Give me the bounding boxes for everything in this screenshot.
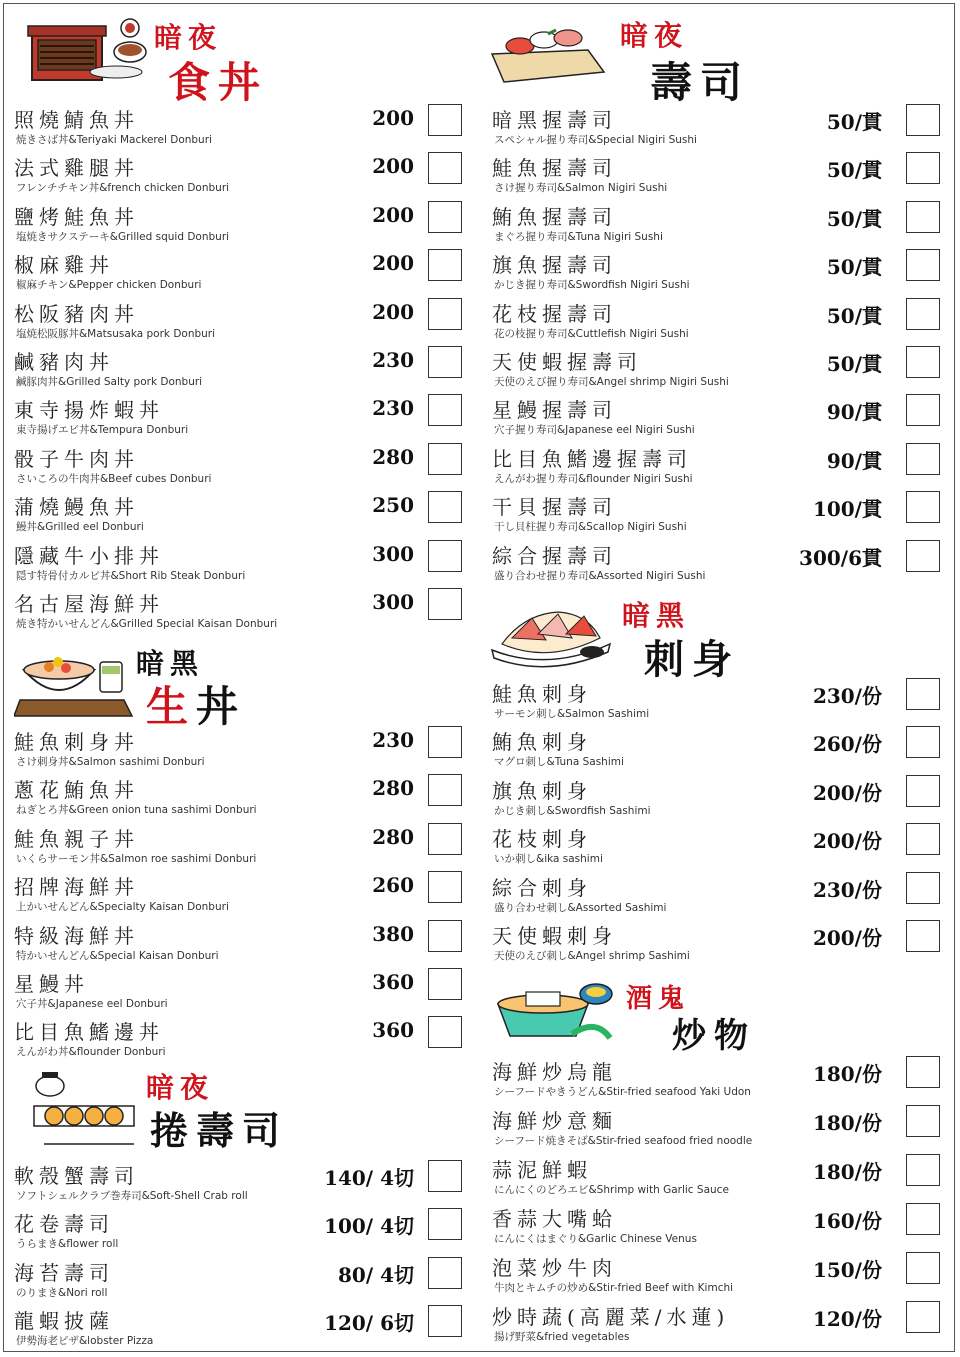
quantity-checkbox[interactable] — [428, 540, 462, 572]
menu-item — [492, 251, 944, 299]
item-price: 100/貫 — [812, 497, 882, 522]
item-subtitle: 塩焼きサクステーキ&Grilled squid Donburi — [16, 230, 230, 243]
item-price: 50/貫 — [826, 303, 882, 328]
section-title-top: 暗夜 — [146, 1071, 215, 1104]
item-subtitle: 花の枝握り寿司&Cuttlefish Nigiri Sushi — [494, 327, 689, 340]
item-subtitle: 椒麻チキン&Pepper chicken Donburi — [16, 279, 202, 292]
quantity-checkbox[interactable] — [428, 346, 462, 378]
menu-item — [492, 777, 944, 825]
quantity-checkbox[interactable] — [906, 1301, 940, 1333]
item-name: 花枝刺身 — [492, 827, 592, 852]
quantity-checkbox[interactable] — [428, 491, 462, 523]
item-name: 炒時蔬(高麗菜/水蓮) — [492, 1305, 730, 1329]
item-subtitle: 鹹豚肉丼&Grilled Salty pork Donburi — [16, 376, 203, 388]
item-price: 140/ 4切 — [324, 1166, 414, 1190]
menu-item — [492, 154, 944, 202]
item-price: 200 — [372, 299, 414, 324]
quantity-checkbox[interactable] — [428, 726, 462, 758]
menu-item — [492, 445, 944, 493]
quantity-checkbox[interactable] — [906, 823, 940, 855]
quantity-checkbox[interactable] — [428, 152, 462, 184]
item-subtitle: 牛肉とキムチの炒め&Stir-fried Beef with Kimchi — [494, 1282, 734, 1294]
item-price: 200/份 — [812, 926, 882, 950]
item-name: 海鮮炒意麵 — [492, 1109, 617, 1133]
item-price: 160/份 — [812, 1209, 882, 1233]
item-name: 花枝握壽司 — [492, 301, 617, 326]
section-title-top: 暗夜 — [154, 21, 223, 54]
item-name: 骰子牛肉丼 — [14, 446, 139, 471]
item-name: 法式雞腿丼 — [14, 156, 139, 181]
quantity-checkbox[interactable] — [906, 491, 940, 523]
section-header-sashimi — [622, 594, 782, 684]
menu-item — [14, 542, 466, 590]
item-name: 照燒鯖魚丼 — [14, 108, 139, 132]
menu-item — [14, 1259, 466, 1307]
item-price: 250 — [372, 493, 414, 518]
menu-item — [492, 396, 944, 444]
menu-item — [14, 728, 466, 776]
item-name: 蔥花鮪魚丼 — [14, 778, 139, 803]
quantity-checkbox[interactable] — [428, 249, 462, 281]
item-price: 200 — [372, 154, 414, 179]
quantity-checkbox[interactable] — [906, 443, 940, 475]
item-subtitle: えんがわ握り寿司&flounder Nigiri Sushi — [494, 472, 693, 485]
item-price: 120/份 — [812, 1307, 882, 1331]
menu-item — [14, 396, 466, 444]
section-title-top: 酒鬼 — [626, 984, 691, 1014]
item-name: 天使蝦刺身 — [492, 924, 617, 948]
chirashi-bowl-illustration — [14, 640, 134, 720]
quantity-checkbox[interactable] — [428, 1305, 462, 1337]
section-title-top: 暗黑 — [136, 647, 205, 680]
item-price: 50/貫 — [826, 158, 882, 183]
stirfry-bowl-illustration — [492, 974, 622, 1050]
menu-item — [492, 493, 944, 541]
item-subtitle: 東寺揚げエビ丼&Tempura Donburi — [16, 424, 189, 437]
item-price: 180/份 — [812, 1111, 882, 1135]
item-subtitle: サーモン刺し&Salmon Sashimi — [494, 708, 650, 720]
menu-item — [14, 922, 466, 970]
quantity-checkbox[interactable] — [428, 443, 462, 475]
item-name: 隱藏牛小排丼 — [14, 543, 164, 568]
item-subtitle: スペシャル握り寿司&Special Nigiri Sushi — [494, 134, 697, 146]
quantity-checkbox[interactable] — [428, 1257, 462, 1289]
menu-item — [14, 106, 466, 154]
item-price: 280 — [372, 776, 414, 801]
item-name: 鹽烤鮭魚丼 — [14, 204, 139, 229]
item-name: 花卷壽司 — [14, 1212, 114, 1237]
item-price: 180/份 — [812, 1160, 882, 1184]
section-title-bottom: 捲壽司 — [150, 1108, 289, 1153]
item-price: 200 — [372, 251, 414, 276]
item-name: 海苔壽司 — [14, 1260, 114, 1285]
item-name: 鮪魚握壽司 — [492, 204, 617, 229]
menu-item — [14, 776, 466, 824]
item-name: 椒麻雞丼 — [14, 253, 114, 278]
item-name: 鮭魚刺身 — [492, 682, 592, 706]
menu-item — [14, 493, 466, 541]
item-subtitle: えんがわ丼&flounder Donburi — [16, 1046, 166, 1059]
item-name: 招牌海鮮丼 — [14, 875, 139, 900]
menu-item — [492, 106, 944, 154]
menu-item — [492, 203, 944, 251]
section-header-stirfry — [622, 978, 782, 1068]
item-name: 干貝握壽司 — [492, 495, 617, 520]
item-subtitle: マグロ刺し&Tuna Sashimi — [494, 756, 624, 769]
menu-item — [14, 590, 466, 638]
item-price: 200 — [372, 106, 414, 130]
item-name: 比目魚鰭邊握壽司 — [492, 446, 692, 471]
menu-item — [492, 1058, 944, 1106]
item-subtitle: 盛り合わせ握り寿司&Assorted Nigiri Sushi — [494, 569, 706, 582]
quantity-checkbox[interactable] — [906, 775, 940, 807]
item-name: 泡菜炒牛肉 — [492, 1256, 617, 1280]
item-subtitle: うらまき&flower roll — [16, 1238, 119, 1251]
item-price: 50/貫 — [826, 352, 882, 376]
item-name: 特級海鮮丼 — [14, 923, 139, 948]
quantity-checkbox[interactable] — [906, 726, 940, 758]
item-price: 230 — [372, 396, 414, 421]
quantity-checkbox[interactable] — [906, 872, 940, 904]
quantity-checkbox[interactable] — [906, 346, 940, 378]
item-price: 300/6貫 — [799, 545, 882, 570]
item-subtitle: さいころの牛肉丼&Beef cubes Donburi — [16, 472, 212, 485]
quantity-checkbox[interactable] — [906, 1154, 940, 1186]
item-price: 180/份 — [812, 1062, 882, 1086]
item-name: 鮭魚握壽司 — [492, 156, 617, 181]
item-subtitle: 盛り合わせ刺し&Assorted Sashimi — [494, 901, 667, 914]
section-title-bottom: 生丼 — [146, 682, 247, 731]
menu-item — [492, 1107, 944, 1155]
section-title-bottom: 食丼 — [168, 58, 269, 107]
item-subtitle: いくらサーモン丼&Salmon roe sashimi Donburi — [16, 852, 257, 865]
quantity-checkbox[interactable] — [428, 104, 462, 136]
item-subtitle: フレンチチキン丼&french chicken Donburi — [16, 182, 230, 195]
quantity-checkbox[interactable] — [906, 1252, 940, 1284]
item-name: 旗魚刺身 — [492, 778, 592, 803]
item-subtitle: 干し貝柱握り寿司&Scallop Nigiri Sushi — [494, 521, 687, 534]
section-title-top: 暗夜 — [620, 19, 689, 52]
quantity-checkbox[interactable] — [906, 394, 940, 426]
item-name: 綜合刺身 — [492, 875, 592, 900]
item-subtitle: 隠す特骨付カルビ丼&Short Rib Steak Donburi — [16, 569, 246, 582]
item-name: 蒜泥鮮蝦 — [492, 1158, 592, 1182]
item-price: 200/份 — [812, 780, 882, 805]
quantity-checkbox[interactable] — [906, 1203, 940, 1235]
quantity-checkbox[interactable] — [906, 152, 940, 184]
item-name: 名古屋海鮮丼 — [14, 592, 164, 616]
section-title-bottom: 壽司 — [650, 58, 751, 107]
item-subtitle: のりまき&Nori roll — [16, 1286, 108, 1299]
item-subtitle: シーフード焼きそば&Stir-fried seafood fried noodle — [494, 1135, 753, 1147]
quantity-checkbox[interactable] — [906, 104, 940, 136]
menu-item — [492, 300, 944, 348]
section-header-donburi — [154, 12, 294, 107]
item-subtitle: いか刺し&ika sashimi — [494, 853, 603, 866]
title-char-raw: 生 — [146, 682, 197, 731]
item-name: 暗黑握壽司 — [492, 108, 617, 132]
sashimi-plate-illustration — [488, 594, 618, 672]
item-name: 比目魚鰭邊丼 — [14, 1020, 164, 1045]
item-subtitle: さけ刺身丼&Salmon sashimi Donburi — [16, 756, 205, 768]
menu-item — [492, 874, 944, 922]
item-price: 230 — [372, 348, 414, 372]
item-name: 鮪魚刺身 — [492, 730, 592, 755]
item-price: 360 — [372, 970, 414, 994]
section-header-sushi — [620, 14, 780, 107]
item-subtitle: 上かいせんどん&Specialty Kaisan Donburi — [16, 901, 229, 914]
item-name: 蒲燒鰻魚丼 — [14, 495, 139, 520]
item-price: 260 — [372, 873, 414, 898]
item-subtitle: まぐろ握り寿司&Tuna Nigiri Sushi — [494, 230, 663, 243]
item-subtitle: 天使のえび刺し&Angel shrimp Sashimi — [494, 950, 690, 962]
item-price: 90/貫 — [826, 448, 882, 473]
quantity-checkbox[interactable] — [428, 920, 462, 952]
menu-item — [14, 203, 466, 251]
section-header-maki — [142, 1066, 342, 1156]
menu-item — [14, 445, 466, 493]
item-price: 230/份 — [812, 684, 882, 708]
section-title-top: 暗黑 — [622, 599, 691, 632]
quantity-checkbox[interactable] — [906, 1105, 940, 1137]
item-name: 海鮮炒烏龍 — [492, 1060, 617, 1084]
item-subtitle: 塩焼松阪豚丼&Matsusaka pork Donburi — [16, 327, 216, 340]
quantity-checkbox[interactable] — [428, 1016, 462, 1048]
menu-item — [14, 154, 466, 202]
item-subtitle: 天使のえび握り寿司&Angel shrimp Nigiri Sushi — [494, 376, 729, 388]
quantity-checkbox[interactable] — [428, 774, 462, 806]
quantity-checkbox[interactable] — [428, 1208, 462, 1240]
section-header-raw-donburi — [136, 642, 276, 731]
menu-item — [14, 970, 466, 1018]
item-name: 龍蝦披薩 — [14, 1309, 114, 1334]
item-price: 230 — [372, 728, 414, 752]
item-price: 200/份 — [812, 829, 882, 854]
item-price: 280 — [372, 824, 414, 849]
item-name: 鮭魚刺身丼 — [14, 730, 139, 754]
item-name: 鹹豬肉丼 — [14, 350, 114, 374]
quantity-checkbox[interactable] — [428, 968, 462, 1000]
quantity-checkbox[interactable] — [428, 871, 462, 903]
item-name: 松阪豬肉丼 — [14, 301, 139, 326]
item-price: 50/貫 — [826, 255, 882, 280]
menu-item — [492, 1205, 944, 1253]
quantity-checkbox[interactable] — [906, 1056, 940, 1088]
item-price: 90/貫 — [826, 400, 882, 425]
item-subtitle: 穴子握り寿司&Japanese eel Nigiri Sushi — [494, 424, 695, 437]
item-subtitle: 穴子丼&Japanese eel Donburi — [16, 998, 168, 1010]
menu-item — [14, 1307, 466, 1355]
menu-item — [14, 300, 466, 348]
item-subtitle: 鰻丼&Grilled eel Donburi — [16, 521, 144, 534]
quantity-checkbox[interactable] — [428, 394, 462, 426]
item-subtitle: シーフードやきうどん&Stir-fried seafood Yaki Udon — [494, 1086, 751, 1098]
menu-item — [492, 825, 944, 873]
menu-item — [14, 1210, 466, 1258]
item-subtitle: かじき刺し&Swordfish Sashimi — [494, 804, 651, 817]
menu-item — [492, 348, 944, 396]
nigiri-board-illustration — [488, 10, 608, 90]
menu-item — [492, 680, 944, 728]
quantity-checkbox[interactable] — [906, 201, 940, 233]
item-price: 120/ 6切 — [324, 1311, 414, 1336]
menu-item — [14, 348, 466, 396]
menu-item — [14, 1162, 466, 1210]
item-subtitle: 伊勢海老ピザ&lobster Pizza — [16, 1335, 154, 1348]
quantity-checkbox[interactable] — [428, 823, 462, 855]
section-title-bottom: 刺身 — [644, 636, 740, 683]
item-subtitle: さけ握り寿司&Salmon Nigiri Sushi — [494, 182, 668, 195]
item-price: 50/貫 — [826, 206, 882, 231]
item-price: 300 — [372, 590, 414, 614]
item-name: 天使蝦握壽司 — [492, 350, 642, 374]
item-price: 200 — [372, 202, 414, 227]
menu-item — [14, 873, 466, 921]
item-price: 230/份 — [812, 877, 882, 902]
item-name: 旗魚握壽司 — [492, 253, 617, 278]
item-price: 300 — [372, 541, 414, 566]
quantity-checkbox[interactable] — [428, 298, 462, 330]
menu-item — [492, 1156, 944, 1204]
menu-item — [14, 251, 466, 299]
item-subtitle: ソフトシェルクラブ巻寿司&Soft-Shell Crab roll — [16, 1190, 248, 1202]
item-subtitle: 焼き特かいせんどん&Grilled Special Kaisan Donburi — [16, 618, 278, 630]
item-subtitle: ねぎとろ丼&Green onion tuna sashimi Donburi — [16, 804, 257, 817]
menu-item — [14, 825, 466, 873]
item-price: 260/份 — [812, 732, 882, 757]
item-name: 星鰻丼 — [14, 972, 89, 996]
item-price: 380 — [372, 921, 414, 946]
quantity-checkbox[interactable] — [906, 678, 940, 710]
item-name: 鮭魚親子丼 — [14, 826, 139, 851]
item-price: 80/ 4切 — [337, 1262, 414, 1287]
item-name: 星鰻握壽司 — [492, 398, 617, 423]
quantity-checkbox[interactable] — [428, 201, 462, 233]
item-subtitle: 特かいせんどん&Special Kaisan Donburi — [16, 949, 219, 962]
item-subtitle: 焼きさば丼&Teriyaki Mackerel Donburi — [16, 134, 212, 146]
quantity-checkbox[interactable] — [428, 1160, 462, 1192]
menu-item — [14, 1018, 466, 1066]
item-price: 50/貫 — [826, 110, 882, 134]
item-name: 香蒜大嘴蛤 — [492, 1207, 617, 1231]
menu-item — [492, 1303, 944, 1351]
item-price: 360 — [372, 1018, 414, 1043]
item-price: 280 — [372, 444, 414, 469]
item-price: 150/份 — [812, 1258, 882, 1282]
unagi-box-illustration — [18, 10, 158, 88]
quantity-checkbox[interactable] — [906, 540, 940, 572]
item-price: 100/ 4切 — [324, 1214, 414, 1239]
quantity-checkbox[interactable] — [906, 920, 940, 952]
item-subtitle: にんにくのどろエビ&Shrimp with Garlic Sauce — [494, 1184, 729, 1196]
quantity-checkbox[interactable] — [906, 298, 940, 330]
quantity-checkbox[interactable] — [428, 588, 462, 620]
item-name: 東寺揚炸蝦丼 — [14, 398, 164, 423]
section-title-bottom: 炒物 — [672, 1016, 756, 1056]
quantity-checkbox[interactable] — [906, 249, 940, 281]
item-subtitle: にんにくはまぐり&Garlic Chinese Venus — [494, 1233, 697, 1245]
menu-item — [492, 728, 944, 776]
menu-item — [492, 542, 944, 590]
maki-plate-illustration — [14, 1066, 144, 1152]
item-name: 軟殼蟹壽司 — [14, 1164, 139, 1188]
menu-item — [492, 922, 944, 970]
item-name: 綜合握壽司 — [492, 543, 617, 568]
item-subtitle: かじき握り寿司&Swordfish Nigiri Sushi — [494, 279, 690, 292]
menu-item — [492, 1254, 944, 1302]
item-subtitle: 揚げ野菜&fried vegetables — [494, 1331, 630, 1343]
